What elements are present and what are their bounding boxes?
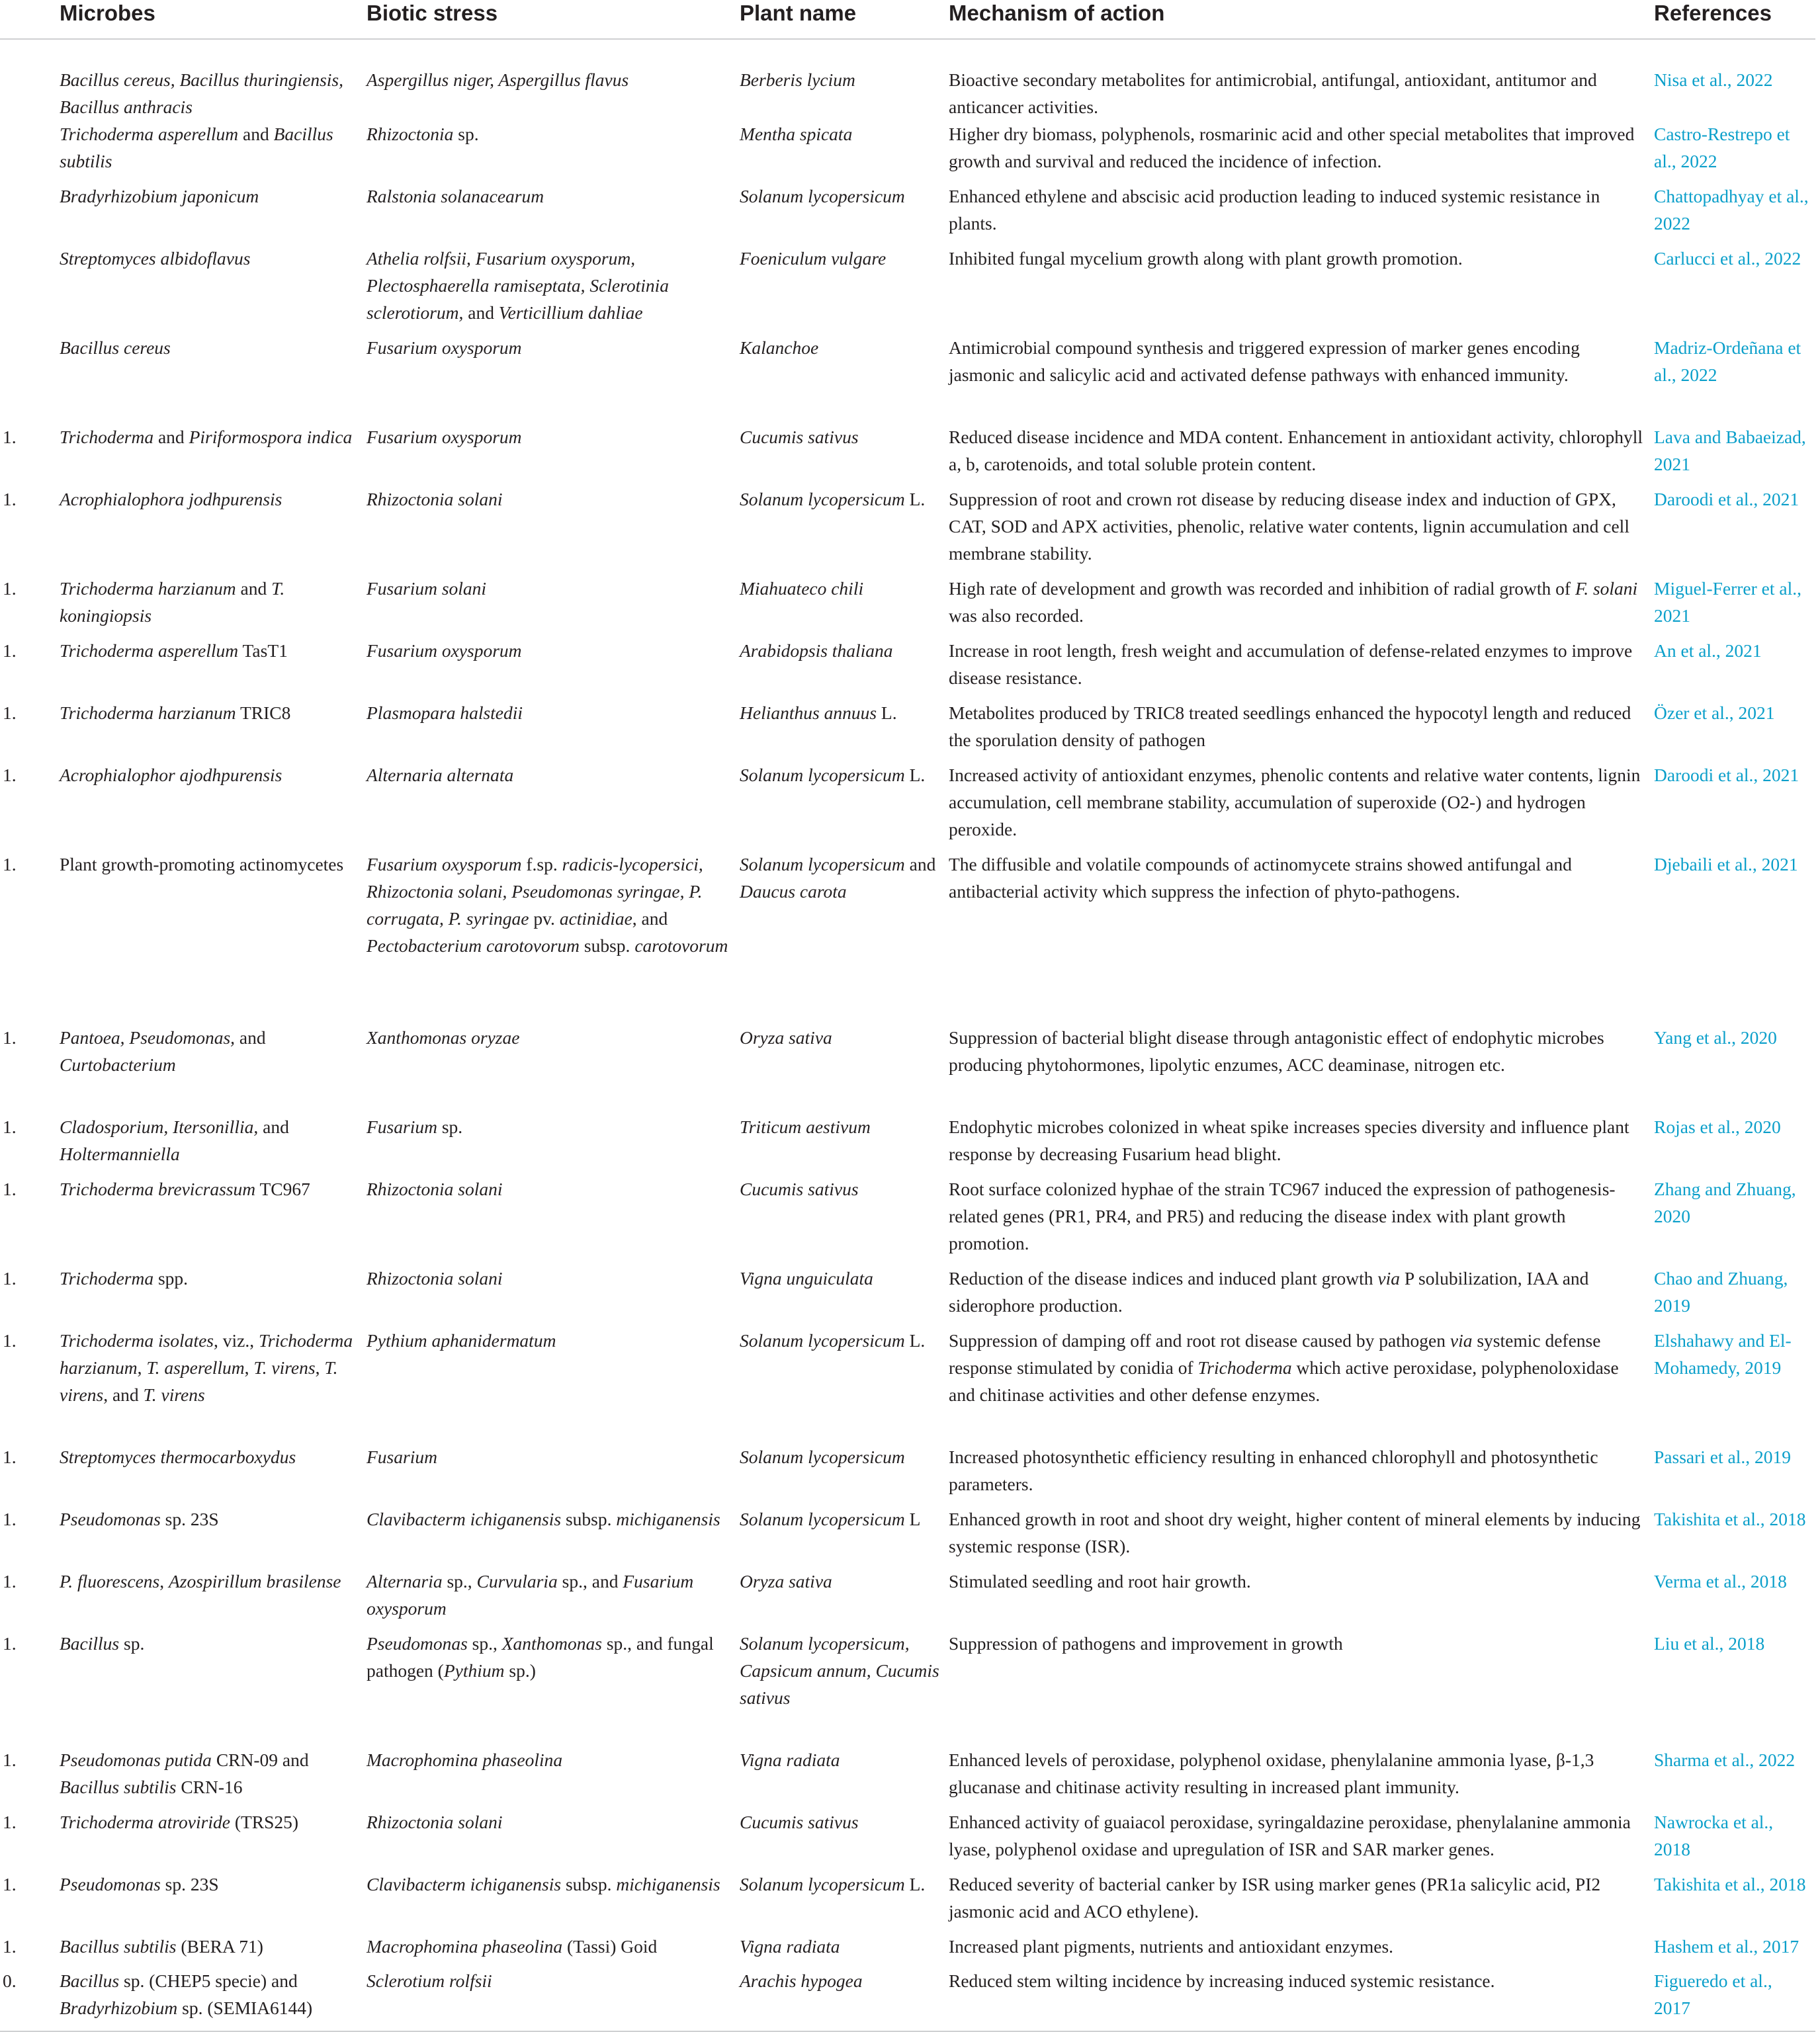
mechanism-cell: Suppression of root and crown rot disease by reducing disease index and induction of GPX, CAT, SOD and APX activities, phenolic, relative water contents, lignin accumulation and cell membrane stability.	[949, 489, 1629, 564]
reference-link[interactable]: Daroodi et al., 2021	[1654, 765, 1799, 785]
mechanism-cell: Bioactive secondary metabolites for antimicrobial, antifungal, antioxidant, antitumor and anticancer activities.	[949, 69, 1597, 117]
row-number	[0, 39, 57, 120]
biotic-stress-cell: Fusarium oxysporum f.sp. radicis-lycopersici, Rhizoctonia solani, Pseudomonas syringae, P. corrugata, P. syringae pv. actinidiae, and Pectobacterium carotovorum subsp. carotovorum	[367, 854, 728, 956]
microbes-cell: Streptomyces thermocarboxydus	[60, 1447, 296, 1467]
table-row	[0, 245, 1815, 334]
mechanism-cell: Higher dry biomass, polyphenols, rosmarinic acid and other special metabolites that improved growth and survival and reduced the incidence of infection.	[949, 124, 1635, 171]
mechanism-cell: Root surface colonized hyphae of the strain TC967 induced the expression of pathogenesis-related genes (PR1, PR4, and PR5) and reducing the disease index with plant growth promotion.	[949, 1179, 1616, 1253]
microbes-cell: Trichoderma brevicrassum TC967	[60, 1179, 310, 1199]
microbes-cell: Trichoderma asperellum TasT1	[60, 640, 288, 661]
row-number: 1.	[3, 427, 17, 447]
biotic-stress-cell: Fusarium solani	[367, 578, 487, 599]
row-number: 1.	[3, 578, 17, 599]
table-row	[0, 1024, 1815, 1113]
plant-name-cell: Cucumis sativus	[740, 427, 859, 447]
biotic-stress-cell: Fusarium sp.	[367, 1117, 463, 1137]
plant-name-cell: Helianthus annuus L.	[740, 702, 897, 723]
biotic-stress-cell: Rhizoctonia solani	[367, 1812, 503, 1832]
mechanism-cell: Enhanced growth in root and shoot dry weight, higher content of mineral elements by inducing systemic response (ISR).	[949, 1509, 1641, 1556]
reference-link[interactable]: Carlucci et al., 2022	[1654, 248, 1801, 269]
plant-name-cell: Miahuateco chili	[740, 578, 864, 599]
row-number: 1.	[3, 1330, 17, 1351]
biotic-stress-cell: Fusarium	[367, 1447, 437, 1467]
row-number: 1.	[3, 489, 17, 509]
table-row	[0, 486, 1815, 575]
row-number	[0, 183, 57, 245]
mechanism-cell: Stimulated seedling and root hair growth.	[949, 1571, 1251, 1591]
microbes-cell: Bradyrhizobium japonicum	[60, 186, 259, 206]
plant-name-cell: Solanum lycopersicum	[740, 186, 905, 206]
mechanism-cell: Increased photosynthetic efficiency resulting in enhanced chlorophyll and photosynthetic parameters.	[949, 1447, 1598, 1494]
biotic-stress-cell: Rhizoctonia solani	[367, 1268, 503, 1289]
plant-name-cell: Solanum lycopersicum L	[740, 1509, 921, 1529]
reference-link[interactable]: Daroodi et al., 2021	[1654, 489, 1799, 509]
biotic-stress-cell: Alternaria sp., Curvularia sp., and Fusarium oxysporum	[367, 1571, 694, 1619]
table-row	[0, 1443, 1815, 1505]
plant-name-cell: Arachis hypogea	[737, 1967, 946, 2031]
reference-link[interactable]: Chattopadhyay et al., 2022	[1654, 186, 1809, 233]
mechanism-cell: Reduced severity of bacterial canker by ISR using marker genes (PR1a salicylic acid, PI2 jasmonic acid and ACO ethylene).	[949, 1874, 1601, 1922]
mechanism-cell: Endophytic microbes colonized in wheat spike increases species diversity and influence plant response by decreasing Fusarium head blight.	[949, 1117, 1629, 1164]
biotic-stress-cell: Aspergillus niger, Aspergillus flavus	[367, 69, 629, 90]
table-row	[0, 1630, 1815, 1746]
row-number: 1.	[3, 1936, 17, 1957]
microbes-cell: Bacillus sp. (CHEP5 specie) and Bradyrhizobium sp. (SEMIA6144)	[57, 1967, 364, 2031]
plant-name-cell: Oryza sativa	[740, 1571, 832, 1591]
microbes-cell: Plant growth-promoting actinomycetes	[60, 854, 344, 874]
table-row	[0, 1505, 1815, 1568]
reference-link[interactable]: Sharma et al., 2022	[1654, 1750, 1796, 1770]
reference-link[interactable]: Elshahawy and El-Mohamedy, 2019	[1654, 1330, 1792, 1378]
microbes-cell: P. fluorescens, Azospirillum brasilense	[60, 1571, 341, 1591]
plant-name-cell: Solanum lycopersicum	[740, 1447, 905, 1467]
row-number	[0, 120, 57, 183]
reference-link[interactable]: An et al., 2021	[1654, 640, 1762, 661]
plant-name-cell: Vigna radiata	[740, 1936, 840, 1957]
table-row	[0, 1746, 1815, 1808]
reference-link[interactable]: Miguel-Ferrer et al., 2021	[1654, 578, 1801, 626]
plant-name-cell: Triticum aestivum	[740, 1117, 871, 1137]
header-mechanism: Mechanism of action	[946, 0, 1651, 39]
table-row	[0, 39, 1815, 120]
table-row	[0, 1967, 1815, 2031]
biotic-stress-cell: Rhizoctonia solani	[367, 1179, 503, 1199]
biotic-stress-cell: Sclerotium rolfsii	[364, 1967, 737, 2031]
microbes-cell: Bacillus subtilis (BERA 71)	[60, 1936, 263, 1957]
row-number: 1.	[3, 1750, 17, 1770]
biotic-stress-cell: Fusarium oxysporum	[367, 337, 522, 358]
table-row	[0, 334, 1815, 423]
mechanism-cell: Enhanced activity of guaiacol peroxidase, syringaldazine peroxidase, phenylalanine ammonia lyase, polyphenol oxidase and upregulation of ISR and SAR marker genes.	[949, 1812, 1631, 1859]
reference-link[interactable]: Takishita et al., 2018	[1654, 1874, 1806, 1894]
plant-name-cell: Solanum lycopersicum L.	[740, 489, 926, 509]
reference-link[interactable]: Hashem et al., 2017	[1654, 1936, 1799, 1957]
row-number	[0, 334, 57, 423]
table-row	[0, 1933, 1815, 1967]
reference-link[interactable]: Nawrocka et al., 2018	[1654, 1812, 1774, 1859]
table-row	[0, 637, 1815, 699]
row-number: 1.	[3, 1633, 17, 1654]
mechanism-cell: Suppression of pathogens and improvement in growth	[949, 1633, 1343, 1654]
microbes-cell: Acrophialophor ajodhpurensis	[60, 765, 282, 785]
header-plant-name: Plant name	[737, 0, 946, 39]
biotic-stress-cell: Clavibacterm ichiganensis subsp. michiganensis	[367, 1874, 720, 1894]
mechanism-cell: The diffusible and volatile compounds of actinomycete strains showed antifungal and antibacterial activity which suppress the infection of phyto-pathogens.	[949, 854, 1572, 902]
reference-link[interactable]: Djebaili et al., 2021	[1654, 854, 1798, 874]
row-number: 1.	[3, 1179, 17, 1199]
row-number: 1.	[3, 640, 17, 661]
row-number: 1.	[3, 1812, 17, 1832]
table-row	[0, 1327, 1815, 1443]
table-row	[0, 699, 1815, 761]
table-row	[0, 575, 1815, 637]
microbes-cell: Pseudomonas putida CRN-09 and Bacillus subtilis CRN-16	[60, 1750, 309, 1797]
microbes-cell: Trichoderma spp.	[60, 1268, 189, 1289]
row-number: 1.	[3, 702, 17, 723]
row-number: 1.	[3, 1509, 17, 1529]
plant-name-cell: Mentha spicata	[740, 124, 853, 144]
plant-name-cell: Solanum lycopersicum L.	[740, 1330, 926, 1351]
plant-name-cell: Foeniculum vulgare	[740, 248, 887, 269]
table-row	[0, 1568, 1815, 1630]
table-row	[0, 1265, 1815, 1327]
reference-link[interactable]: Figueredo et al., 2017	[1651, 1967, 1815, 2031]
reference-link[interactable]: Verma et al., 2018	[1654, 1571, 1787, 1591]
biotic-stress-cell: Rhizoctonia sp.	[367, 124, 479, 144]
biotic-stress-cell: Fusarium oxysporum	[367, 640, 522, 661]
mechanism-cell: Suppression of bacterial blight disease through antagonistic effect of endophytic microbes producing phytohormones, lipolytic enzumes, ACC deaminase, nitrogen etc.	[949, 1027, 1604, 1075]
plant-name-cell: Kalanchoe	[740, 337, 819, 358]
biotic-stress-cell: Fusarium oxysporum	[367, 427, 522, 447]
microbes-cell: Streptomyces albidoflavus	[60, 248, 251, 269]
table-row	[0, 183, 1815, 245]
biotic-stress-cell: Athelia rolfsii, Fusarium oxysporum, Plectosphaerella ramiseptata, Sclerotinia sclerotiorum, and Verticillium dahliae	[367, 248, 669, 323]
reference-link[interactable]: Passari et al., 2019	[1654, 1447, 1791, 1467]
reference-link[interactable]: Chao and Zhuang, 2019	[1654, 1268, 1788, 1316]
reference-link[interactable]: Özer et al., 2021	[1654, 702, 1775, 723]
mechanism-cell: Enhanced ethylene and abscisic acid production leading to induced systemic resistance in plants.	[949, 186, 1600, 233]
microbes-cell: Trichoderma harzianum and T. koningiopsis	[60, 578, 285, 626]
plant-name-cell: Berberis lycium	[740, 69, 855, 90]
row-number: 1.	[3, 1268, 17, 1289]
microbes-cell: Bacillus sp.	[60, 1633, 145, 1654]
biotic-stress-cell: Ralstonia solanacearum	[367, 186, 544, 206]
row-number: 1.	[3, 1874, 17, 1894]
plant-name-cell: Vigna unguiculata	[740, 1268, 873, 1289]
table-header-row	[0, 0, 1815, 39]
row-number: 1.	[3, 854, 17, 874]
microbes-cell: Trichoderma atroviride (TRS25)	[60, 1812, 299, 1832]
plant-name-cell: Arabidopsis thaliana	[740, 640, 893, 661]
header-references: References	[1651, 0, 1815, 39]
plant-name-cell: Cucumis sativus	[740, 1812, 859, 1832]
reference-link[interactable]: Nisa et al., 2022	[1654, 69, 1773, 90]
plant-name-cell: Solanum lycopersicum, Capsicum annum, Cucumis sativus	[740, 1633, 939, 1708]
mechanism-cell: Inhibited fungal mycelium growth along with plant growth promotion.	[949, 248, 1463, 269]
mechanism-cell: Suppression of damping off and root rot disease caused by pathogen via systemic defense response stimulated by conidia of Trichoderma which active peroxidase, polyphenoloxidase and chitinase activities and other defense enzymes.	[949, 1330, 1619, 1405]
reference-link[interactable]: Lava and Babaeizad, 2021	[1654, 427, 1806, 474]
table-row	[0, 1113, 1815, 1175]
microbes-cell: Bacillus cereus, Bacillus thuringiensis, Bacillus anthracis	[60, 69, 344, 117]
reference-link[interactable]: Madriz-Ordeñana et al., 2022	[1654, 337, 1801, 385]
mechanism-cell: Reduction of the disease indices and induced plant growth via P solubilization, IAA and siderophore production.	[949, 1268, 1589, 1316]
biotic-stress-cell: Macrophomina phaseolina	[367, 1750, 563, 1770]
row-number: 1.	[3, 1447, 17, 1467]
table-row	[0, 120, 1815, 183]
biotic-stress-cell: Macrophomina phaseolina (Tassi) Goid	[367, 1936, 658, 1957]
plant-name-cell: Oryza sativa	[740, 1027, 832, 1048]
reference-link[interactable]: Takishita et al., 2018	[1654, 1509, 1806, 1529]
microbes-cell: Bacillus cereus	[60, 337, 171, 358]
biotic-stress-cell: Clavibacterm ichiganensis subsp. michiganensis	[367, 1509, 720, 1529]
biotic-stress-cell: Alternaria alternata	[367, 765, 514, 785]
mechanism-cell: Antimicrobial compound synthesis and triggered expression of marker genes encoding jasmonic and salicylic acid and activated defense pathways with enhanced immunity.	[949, 337, 1580, 385]
table-row	[0, 851, 1815, 1024]
mechanism-cell: High rate of development and growth was recorded and inhibition of radial growth of F. solani was also recorded.	[949, 578, 1638, 626]
table-row	[0, 1808, 1815, 1871]
microbes-cell: Acrophialophora jodhpurensis	[60, 489, 282, 509]
header-microbes: Microbes	[57, 0, 364, 39]
biotic-stress-cell: Rhizoctonia solani	[367, 489, 503, 509]
row-number	[0, 245, 57, 334]
microbes-cell: Pantoea, Pseudomonas, and Curtobacterium	[60, 1027, 266, 1075]
microbes-cell: Trichoderma and Piriformospora indica	[60, 427, 353, 447]
header-biotic-stress: Biotic stress	[364, 0, 737, 39]
microbes-cell: Trichoderma asperellum and Bacillus subtilis	[60, 124, 333, 171]
reference-link[interactable]: Yang et al., 2020	[1654, 1027, 1777, 1048]
table-row	[0, 1175, 1815, 1265]
reference-link[interactable]: Rojas et al., 2020	[1654, 1117, 1781, 1137]
reference-link[interactable]: Castro-Restrepo et al., 2022	[1654, 124, 1790, 171]
table-body	[0, 39, 1815, 2031]
plant-name-cell: Solanum lycopersicum L.	[740, 765, 926, 785]
row-number: 0.	[0, 1967, 57, 2031]
plant-name-cell: Cucumis sativus	[740, 1179, 859, 1199]
mechanism-cell: Increased activity of antioxidant enzymes, phenolic contents and relative water contents, lignin accumulation, cell membrane stability, accumulation of superoxide (O2-) and hydrogen peroxide.	[949, 765, 1641, 839]
microbes-cell: Trichoderma isolates, viz., Trichoderma harzianum, T. asperellum, T. virens, T. virens, and T. virens	[60, 1330, 353, 1405]
microbes-cell: Cladosporium, Itersonillia, and Holtermanniella	[60, 1117, 289, 1164]
biotic-stress-cell: Plasmopara halstedii	[367, 702, 523, 723]
plant-name-cell: Solanum lycopersicum L.	[740, 1874, 926, 1894]
header-number	[0, 0, 57, 39]
row-number: 1.	[3, 1117, 17, 1137]
table-row	[0, 761, 1815, 851]
microbes-cell: Pseudomonas sp. 23S	[60, 1874, 219, 1894]
plant-name-cell: Vigna radiata	[740, 1750, 840, 1770]
plant-name-cell: Solanum lycopersicum and Daucus carota	[740, 854, 936, 902]
mechanism-cell: Increase in root length, fresh weight and accumulation of defense-related enzymes to improve disease resistance.	[949, 640, 1633, 688]
mechanism-cell: Enhanced levels of peroxidase, polyphenol oxidase, phenylalanine ammonia lyase, β-1,3 glucanase and chitinase activity resulting in increased plant immunity.	[949, 1750, 1594, 1797]
row-number: 1.	[3, 765, 17, 785]
row-number: 1.	[3, 1027, 17, 1048]
table-row	[0, 423, 1815, 486]
mechanism-cell: Reduced stem wilting incidence by increasing induced systemic resistance.	[946, 1967, 1651, 2031]
row-number: 1.	[3, 1571, 17, 1591]
biotic-stress-cell: Pythium aphanidermatum	[367, 1330, 556, 1351]
biotic-stress-cell: Pseudomonas sp., Xanthomonas sp., and fungal pathogen (Pythium sp.)	[367, 1633, 714, 1681]
mechanism-cell: Reduced disease incidence and MDA content. Enhancement in antioxidant activity, chlorophyll a, b, carotenoids, and total soluble protein content.	[949, 427, 1643, 474]
mechanism-cell: Metabolites produced by TRIC8 treated seedlings enhanced the hypocotyl length and reduced the sporulation density of pathogen	[949, 702, 1631, 750]
microbes-cell: Trichoderma harzianum TRIC8	[60, 702, 291, 723]
reference-link[interactable]: Liu et al., 2018	[1654, 1633, 1765, 1654]
reference-link[interactable]: Zhang and Zhuang, 2020	[1654, 1179, 1796, 1226]
mechanism-cell: Increased plant pigments, nutrients and antioxidant enzymes.	[949, 1936, 1394, 1957]
microbes-cell: Pseudomonas sp. 23S	[60, 1509, 219, 1529]
table-row	[0, 1871, 1815, 1933]
biotic-stress-cell: Xanthomonas oryzae	[367, 1027, 520, 1048]
